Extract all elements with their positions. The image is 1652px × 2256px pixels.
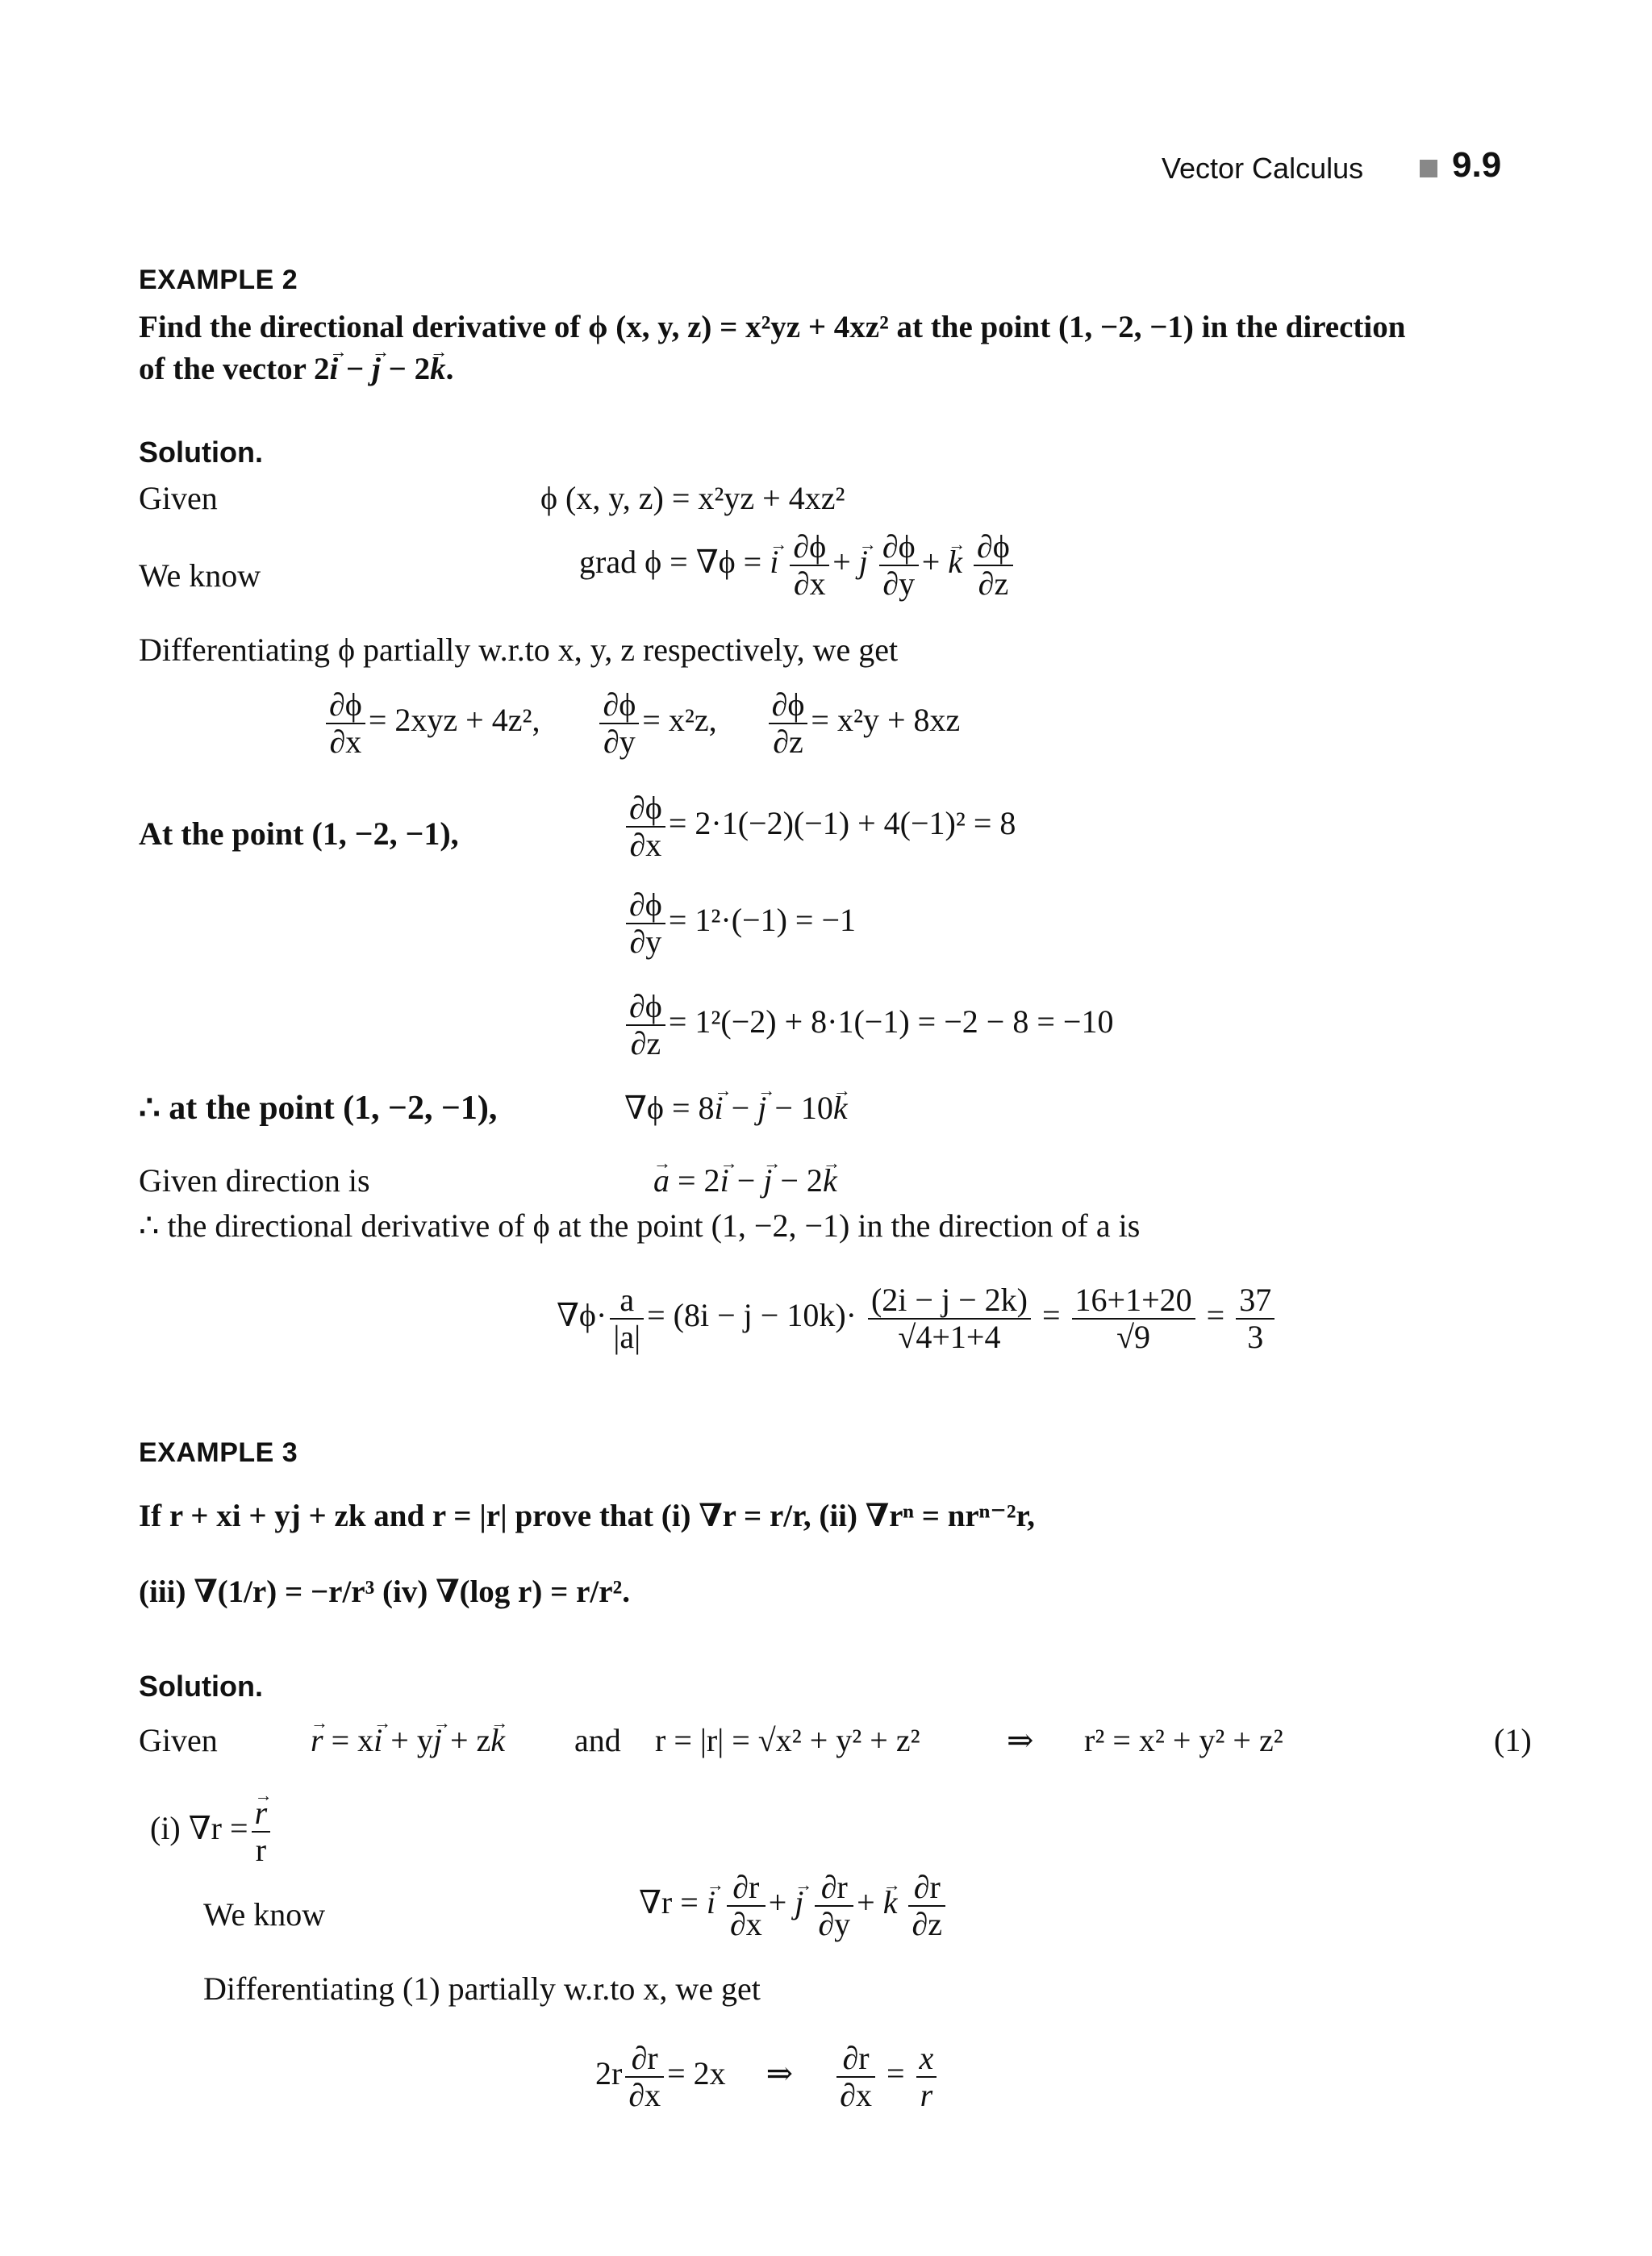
implies-symbol: ⇒	[1007, 1722, 1034, 1758]
equation-number: (1)	[1494, 1722, 1532, 1758]
gradient-at-point: ∇ϕ = 8→ i − → j − 10→ k	[624, 1089, 848, 1128]
direction-vector: → a = 2→ i − → j − 2→ k	[653, 1161, 837, 1200]
dr-numerator: ∂r	[625, 2041, 664, 2078]
partial-z-result: = x²y + 8xz	[811, 702, 961, 739]
example-3-problem-line-2: (iii) ∇(1/r) = −r/r³ (iv) ∇(log r) = r/r².	[139, 1574, 630, 1609]
given-direction-label: Given direction is	[139, 1162, 370, 1199]
final-lhs: ∇ϕ·	[557, 1297, 607, 1334]
we-know-label: We know	[139, 557, 261, 594]
partial-denominator: ∂y	[603, 724, 636, 760]
eval-partial-y	[623, 887, 856, 960]
dr-numerator: ∂r	[908, 1870, 945, 1907]
example-3-heading: EXAMPLE 3	[139, 1437, 298, 1468]
partial-numerator: ∂ϕ	[326, 687, 365, 724]
and-word: and	[574, 1722, 621, 1758]
given-function: ϕ (x, y, z) = x²yz + 4xz²	[540, 480, 845, 516]
r-squared-eq: r² = x² + y² + z²	[1084, 1722, 1283, 1758]
fraction-3-denominator: 3	[1247, 1319, 1264, 1355]
partial-denominator: ∂z	[630, 1025, 661, 1061]
unit-vector-numerator: a	[610, 1282, 644, 1320]
r-denominator: r	[920, 2077, 933, 2113]
dy-denominator: ∂y	[818, 1906, 851, 1942]
fraction-2-numerator: 16+1+20	[1072, 1282, 1195, 1320]
example-2-solution-heading: Solution.	[139, 436, 263, 469]
dx-denominator: ∂x	[840, 2077, 872, 2113]
partial-denominator: ∂x	[793, 565, 826, 602]
partial-numerator: ∂ϕ	[879, 529, 919, 566]
gradient-lhs: grad ϕ = ∇ϕ =	[579, 544, 770, 581]
last-middle: = 2x	[667, 2055, 726, 2092]
part-i-statement: (i) ∇r = → $\frac{r}{r}$	[150, 1795, 273, 1868]
running-header	[1162, 152, 1363, 186]
unit-vector-denominator: |a|	[613, 1319, 641, 1355]
position-vector-eq: → r = x→ i + y→ j + z→ k	[311, 1721, 505, 1760]
page-number: 9.9	[1452, 145, 1502, 185]
example-3-we-know-label: We know	[203, 1896, 326, 1933]
eval-z-result: = 1²(−2) + 8·1(−1) = −2 − 8 = −10	[668, 1003, 1114, 1040]
partial-denominator: ∂x	[329, 724, 362, 760]
dr-numerator: ∂r	[727, 1870, 766, 1907]
x-numerator: x	[916, 2041, 937, 2078]
partial-denominator: ∂x	[629, 827, 662, 863]
part-i-label: (i) ∇r =	[150, 1810, 248, 1847]
dr-numerator: ∂r	[815, 1870, 853, 1907]
example-3-differentiating-text: Differentiating (1) partially w.r.to x, we get	[203, 1970, 761, 2007]
partial-numerator: ∂ϕ	[974, 529, 1013, 566]
partial-numerator: ∂ϕ	[626, 989, 665, 1026]
partial-y-result: = x²z,	[642, 702, 717, 739]
given-label: Given	[139, 480, 218, 516]
at-point-label: At the point (1, −2, −1),	[139, 815, 459, 852]
directional-derivative-text: ∴ the directional derivative of ϕ at the point (1, −2, −1) in the direction of a is	[139, 1207, 1141, 1244]
partial-numerator: ∂ϕ	[769, 687, 808, 724]
grad-r-definition: ∇r = → i $\frac{\partial r}{\partial x}$ + → j $\frac{\partial r}{\partial y}$ + → k $\frac{\partial r}{\partial z}$	[639, 1870, 949, 1942]
partial-denominator: ∂y	[629, 924, 662, 960]
example-2-problem-line-2: of the vector 2→ i − → j − 2→ k.	[139, 350, 453, 389]
therefore-line: ∴ at the point (1, −2, −1),	[139, 1090, 498, 1127]
differentiating-text: Differentiating ϕ partially w.r.to x, y, z respectively, we get	[139, 632, 899, 668]
part-i-denominator: r	[255, 1832, 267, 1868]
eval-y-result: = 1²·(−1) = −1	[668, 902, 857, 939]
example-3-solution-heading: Solution.	[139, 1670, 263, 1703]
partial-denominator: ∂z	[978, 565, 1009, 602]
dz-denominator: ∂z	[912, 1906, 943, 1942]
fraction-2-denominator: √9	[1116, 1319, 1151, 1355]
magnitude-eq: r = |r| = √x² + y² + z²	[655, 1722, 920, 1758]
last-lhs: 2r	[595, 2055, 623, 2092]
dx-denominator: ∂x	[729, 1906, 762, 1942]
final-computation: ∇ϕ· $\frac{a}{|a|}$ = (8i − j − 10k)· $\frac{(2i - j - 2k)}{√4+1+4}$ = $\frac{16+1+20}{√9}$ = $\frac{37}{3}$	[557, 1282, 1278, 1355]
partial-denominator: ∂z	[773, 724, 803, 760]
final-middle: = (8i − j − 10k)·	[647, 1297, 857, 1334]
example-2-heading: EXAMPLE 2	[139, 265, 298, 295]
fraction-3-numerator: 37	[1236, 1282, 1274, 1320]
example-3-given-label: Given	[139, 1722, 218, 1758]
partial-numerator: ∂ϕ	[626, 790, 665, 828]
dx-denominator: ∂x	[628, 2077, 661, 2113]
gradient-definition: grad ϕ = ∇ϕ = → i $\frac{\partial\phi}{\partial x}$ + → j $\frac{\partial\phi}{\partial y}$ + → k $\frac{\partial\phi}{\partial z}$	[579, 529, 1016, 602]
grad-r-lhs: ∇r =	[639, 1884, 707, 1921]
eval-x-result: = 2·1(−2)(−1) + 4(−1)² = 8	[668, 805, 1016, 842]
example-3-problem-line-1: If r + xi + yj + zk and r = |r| prove that (i) ∇r = r/r, (ii) ∇rⁿ = nrⁿ⁻²r,	[139, 1499, 1036, 1533]
partial-numerator: ∂ϕ	[599, 687, 639, 724]
partial-denominator: ∂y	[882, 565, 916, 602]
implies-symbol-2: ⇒	[766, 2055, 794, 2092]
header-marker-square	[1420, 160, 1437, 177]
running-title: Vector Calculus	[1162, 152, 1364, 185]
partial-numerator: ∂ϕ	[790, 529, 829, 566]
fraction-1-denominator: √4+1+4	[898, 1319, 1001, 1355]
partial-numerator: ∂ϕ	[626, 887, 665, 924]
partial-derivatives-row	[323, 687, 960, 760]
eval-partial-z	[623, 989, 1113, 1061]
example-2-problem-line-1: Find the directional derivative of ϕ (x, y, z) = x²yz + 4xz² at the point (1, −2, −1) in the direction	[139, 310, 1406, 344]
eval-partial-x	[623, 790, 1016, 863]
fraction-1-numerator: (2i − j − 2k)	[868, 1282, 1031, 1320]
dr-numerator: ∂r	[836, 2041, 875, 2078]
partial-x-result: = 2xyz + 4z²,	[368, 702, 540, 739]
last-derivation: 2r $\frac{\partial r}{\partial x}$ = 2x ⇒ $\frac{\partial r}{\partial x}$ = $\frac{x}{r}$	[595, 2041, 940, 2113]
